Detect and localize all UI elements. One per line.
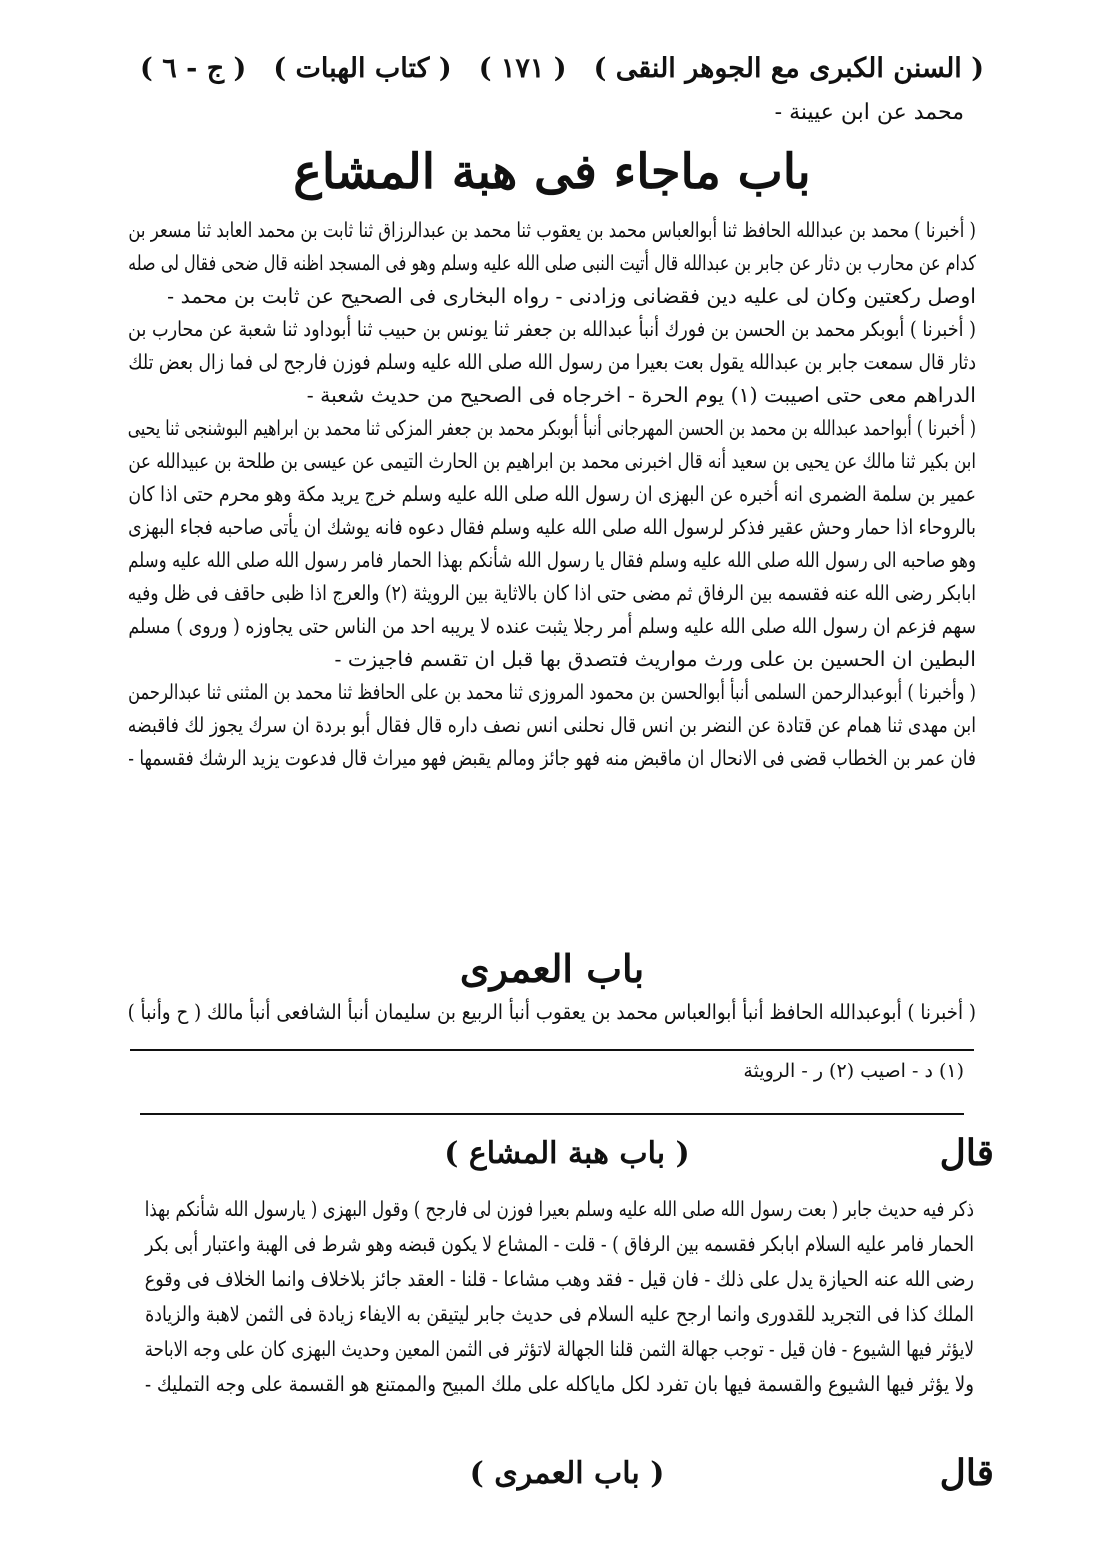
text-line: ابن مهدى ثنا همام عن قتادة عن النضر بن انس قال نحلنى انس نصف داره قال فقال أبو بردة ان سرك يجوز لك فاقبضه — [127, 713, 977, 737]
text-line: ( أخبرنا ) أبوبكر محمد بن الحسن بن فورك أنبأ عبدالله بن جعفر ثنا يونس بن حبيب ثنا أبوداود ثنا شعبة عن محارب بن — [128, 317, 976, 341]
text-line: الملك كذا فى التجريد للقدورى وانما ارجح عليه السلام فى حديث جابر ليتيقن به الايفاء زيادة فى الثمن لاهبة والزيادة — [145, 1302, 974, 1326]
text-line: ( أخبرنا ) أبواحمد عبدالله بن محمد بن الحسن المهرجانى أنبأ أبوبكر محمد بن جعفر المزكى ثنا محمد بن ابراهيم البوشنجى ثنا يحيى — [127, 416, 977, 440]
text-line: رضى الله عنه الحيازة يدل على ذلك - فان قيل - فقد وهب مشاعا - قلنا - العقد جائز بلاخلاف وانما الخلاف فى وقوع — [144, 1267, 974, 1291]
footnote: (١) د - اصيب (٢) ر - الرويثة — [743, 1060, 964, 1082]
carry-over-line: محمد عن ابن عيينة - — [774, 100, 964, 125]
running-header — [140, 46, 984, 90]
umra-text-block — [128, 996, 976, 1029]
text-line: الحمار فامر عليه السلام ابابكر فقسمه بين الرفاق ) - قلت - المشاع لا يكون قبضه وهو شرط فى الهبة واعتبار أبى بكر — [145, 1232, 975, 1256]
footnote-divider — [130, 1049, 974, 1051]
section-heading-umra: باب العمرى — [459, 946, 645, 991]
text-line: ( وأخبرنا ) أبوعبدالرحمن السلمى أنبأ أبوالحسن بن محمود المروزى ثنا محمد بن على الحافظ ثنا محمد بن المثنى ثنا عبدالرحمن — [128, 680, 977, 704]
commentary-bab-title: ( باب هبة المشاع ) — [444, 1135, 690, 1171]
text-line: وهو صاحبه الى رسول الله صلى الله عليه وسلم فقال يا رسول الله شأنكم بهذا الحمار فامر رسول الله صلى الله عليه وسلم — [128, 548, 976, 572]
text-line: بالروحاء اذا حمار وحش عقير فذكر لرسول الله صلى الله عليه وسلم فقال دعوه فانه يوشك ان يأتى صاحبه فجاء البهزى — [128, 515, 976, 539]
commentary-text-block — [145, 1192, 974, 1402]
chapter-title: ( كتاب الهبات ) — [273, 52, 452, 84]
volume-number: ( ج - ٦ ) — [140, 52, 247, 84]
text-line: دثار قال سمعت جابر بن عبدالله يقول بعت بعيرا من رسول الله صلى الله عليه وسلم فوزن فارجح لى فما زال بعض تلك — [128, 350, 976, 374]
commentary-heading-2 — [140, 1448, 994, 1498]
commentary-divider — [140, 1113, 964, 1115]
text-line: كدام عن محارب بن دثار عن جابر بن عبدالله قال أتيت النبى صلى الله عليه وسلم وهو فى المسجد اظنه قال ضحى فقال لى صله — [128, 251, 977, 275]
text-line: عمير بن سلمة الضمرى انه أخبره عن البهزى ان رسول الله صلى الله عليه وسلم خرج يريد مكة وهو محرم حتى اذا كان — [128, 482, 977, 506]
text-line: فان عمر بن الخطاب قضى فى الانحال ان ماقبض منه فهو جائز ومالم يقبض فهو ميراث قال فدعوت يزيد الرشك فقسمها - — [128, 746, 977, 770]
text-line: سهم فزعم ان رسول الله صلى الله عليه وسلم أمر رجلا يثبت عنده لا يريبه احد من الناس حتى يجاوزه ( وروى ) مسلم — [128, 614, 976, 638]
text-line: ابن بكير ثنا مالك عن يحيى بن سعيد أنه قال اخبرنى محمد بن ابراهيم بن الحارث التيمى عن عيسى بن طلحة بن عبيدالله عن — [128, 449, 976, 473]
text-line: ولا يؤثر فيها الشيوع والقسمة فيها بان تفرد لكل ماياكله على ملك المبيح والممتنع هو القسمة على وجه التمليك - — [144, 1372, 974, 1396]
page-number: ( ١٧١ ) — [478, 52, 567, 84]
text-line: الدراهم معى حتى اصيبت (١) يوم الحرة - اخرجاه فى الصحيح من حديث شعبة - — [306, 383, 976, 407]
hadith-text-block — [128, 214, 976, 775]
text-line: البطين ان الحسين بن على ورث مواريث فتصدق بها قبل ان تقسم فاجيزت - — [334, 647, 976, 671]
book-title: ( السنن الكبرى مع الجوهر النقى ) — [593, 52, 984, 84]
text-line: لايؤثر فيها الشيوع - فان قيل - توجب جهالة الثمن قلنا الجهالة لاتؤثر فى الثمن المعين وحديث البهزى كان على وجه الاباحة — [144, 1337, 974, 1361]
text-line: ( أخبرنا ) أبوعبدالله الحافظ أنبأ أبوالعباس محمد بن يعقوب أنبأ الربيع بن سليمان أنبأ الشافعى أنبأ مالك ( ح وأنبأ ) — [127, 1000, 977, 1024]
text-line: اوصل ركعتين وكان لى عليه دين فقضانى وزادنى - رواه البخارى فى الصحيح عن ثابت بن محمد - — [167, 284, 976, 308]
qala-label: قال — [939, 1452, 994, 1494]
text-line: ابابكر رضى الله عنه فقسمه بين الرفاق ثم مضى حتى اذا كان بالاثاية بين الرويثة (٢) والعرج اذا ظبى حاقف فى ظل وفيه — [127, 581, 976, 605]
section-heading-hibat-al-musha: باب ماجاء فى هبة المشاع — [293, 144, 811, 200]
qala-label: قال — [939, 1132, 994, 1174]
text-line: ذكر فيه حديث جابر ( بعت رسول الله صلى الله عليه وسلم بعيرا فوزن لى فارجح ) وقول البهزى ( يارسول الله شأنكم بهذا — [144, 1197, 975, 1221]
text-line: ( أخبرنا ) محمد بن عبدالله الحافظ ثنا أبوالعباس محمد بن يعقوب ثنا محمد بن عبدالرزاق ثنا ثابت بن محمد العابد ثنا مسعر بن — [128, 218, 977, 242]
commentary-heading-1 — [140, 1128, 994, 1178]
commentary-bab-title: ( باب العمرى ) — [469, 1455, 665, 1491]
